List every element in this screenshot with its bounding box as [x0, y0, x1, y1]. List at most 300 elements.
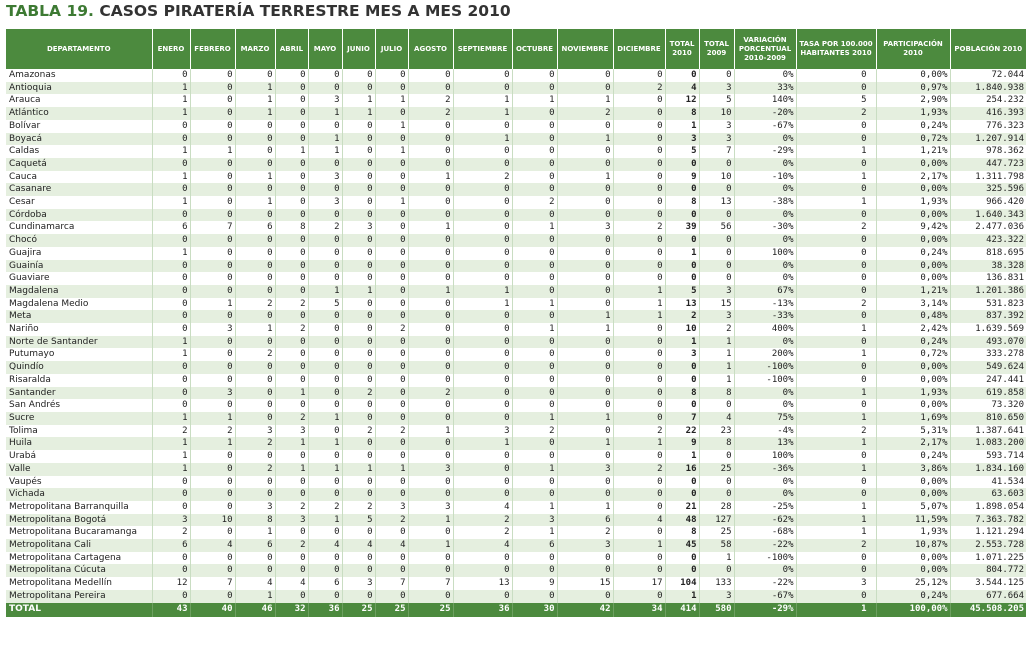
column-header: MARZO: [235, 29, 275, 69]
table-cell: 0: [152, 285, 190, 298]
table-cell: 1: [796, 145, 876, 158]
table-cell: 0: [342, 120, 375, 133]
table-cell: 0: [275, 247, 308, 260]
total-cell: 414: [665, 603, 699, 617]
column-header: VARIACIÓN PORCENTUAL 2010-2009: [734, 29, 796, 69]
table-cell: 0: [613, 526, 665, 539]
table-row: [6, 234, 1026, 247]
table-cell: 254.232: [950, 94, 1026, 107]
department-name: Boyacá: [6, 133, 152, 146]
department-name: Metropolitana Pereira: [6, 590, 152, 603]
table-cell: 0,00%: [876, 69, 950, 82]
table-row: [6, 183, 1026, 196]
table-cell: -67%: [734, 590, 796, 603]
table-cell: 1: [152, 348, 190, 361]
table-cell: 0: [275, 260, 308, 273]
table-cell: 423.322: [950, 234, 1026, 247]
table-cell: 58: [699, 539, 734, 552]
table-cell: 593.714: [950, 450, 1026, 463]
table-cell: 0: [699, 450, 734, 463]
table-cell: 0: [613, 399, 665, 412]
table-cell: 3: [308, 171, 342, 184]
table-cell: 2: [342, 501, 375, 514]
table-cell: 1: [375, 463, 408, 476]
table-cell: 13%: [734, 437, 796, 450]
table-cell: 1: [235, 526, 275, 539]
table-cell: 0: [408, 158, 453, 171]
department-name: Magdalena Medio: [6, 298, 152, 311]
table-row: [6, 94, 1026, 107]
table-cell: 1: [557, 94, 613, 107]
table-cell: 0: [375, 272, 408, 285]
table-cell: 0: [453, 323, 512, 336]
table-cell: 0: [375, 69, 408, 82]
table-cell: 1: [275, 387, 308, 400]
table-row: [6, 247, 1026, 260]
column-header: MAYO: [308, 29, 342, 69]
table-cell: 0: [275, 552, 308, 565]
table-cell: 1: [152, 107, 190, 120]
table-cell: 38.328: [950, 260, 1026, 273]
table-row: [6, 476, 1026, 489]
table-cell: 0: [557, 361, 613, 374]
table-cell: 0: [308, 450, 342, 463]
table-cell: 13: [453, 577, 512, 590]
total-cell: 36: [453, 603, 512, 617]
table-cell: 8: [665, 107, 699, 120]
table-cell: 0: [453, 488, 512, 501]
table-cell: 0: [796, 158, 876, 171]
table-cell: 0: [557, 590, 613, 603]
table-cell: 0: [342, 247, 375, 260]
table-cell: 6: [512, 539, 557, 552]
table-cell: 3: [665, 133, 699, 146]
table-cell: 0: [152, 564, 190, 577]
table-cell: 0: [453, 374, 512, 387]
table-cell: 2: [613, 82, 665, 95]
table-row: [6, 336, 1026, 349]
table-row: [6, 361, 1026, 374]
table-cell: 0,24%: [876, 247, 950, 260]
table-cell: 0: [235, 260, 275, 273]
table-cell: 0: [512, 260, 557, 273]
table-cell: 0: [342, 69, 375, 82]
table-cell: 0: [308, 526, 342, 539]
table-cell: 13: [665, 298, 699, 311]
table-cell: 0: [453, 82, 512, 95]
column-header: TOTAL 2009: [699, 29, 734, 69]
table-cell: 2: [613, 463, 665, 476]
table-cell: 12: [152, 577, 190, 590]
table-cell: 1: [512, 412, 557, 425]
table-cell: 2: [275, 501, 308, 514]
table-cell: 0: [408, 412, 453, 425]
table-cell: 10: [699, 107, 734, 120]
total-cell: 1: [796, 603, 876, 617]
table-cell: 0: [342, 526, 375, 539]
table-cell: 0,00%: [876, 272, 950, 285]
table-cell: 0: [557, 209, 613, 222]
table-cell: 0: [408, 374, 453, 387]
table-cell: 1: [152, 82, 190, 95]
total-cell: 30: [512, 603, 557, 617]
table-cell: 3: [699, 120, 734, 133]
table-cell: 9: [512, 577, 557, 590]
table-cell: 45: [665, 539, 699, 552]
table-cell: 0: [699, 260, 734, 273]
table-cell: 3: [408, 463, 453, 476]
department-name: Amazonas: [6, 69, 152, 82]
table-cell: 0: [235, 120, 275, 133]
column-header: DEPARTAMENTO: [6, 29, 152, 69]
table-title: [6, 0, 511, 22]
table-cell: 0: [235, 158, 275, 171]
table-cell: 0: [408, 399, 453, 412]
table-cell: 0: [453, 196, 512, 209]
table-cell: 1.840.938: [950, 82, 1026, 95]
table-cell: 0,24%: [876, 590, 950, 603]
table-cell: 0: [235, 412, 275, 425]
table-cell: 1: [190, 437, 235, 450]
table-cell: 0%: [734, 399, 796, 412]
table-cell: 0: [453, 272, 512, 285]
table-cell: 6: [235, 221, 275, 234]
column-header: JUNIO: [342, 29, 375, 69]
table-cell: 1: [308, 463, 342, 476]
table-row: [6, 158, 1026, 171]
table-row: [6, 412, 1026, 425]
table-cell: 1: [557, 501, 613, 514]
table-cell: 3: [408, 501, 453, 514]
table-cell: 0: [408, 526, 453, 539]
table-cell: 0: [275, 183, 308, 196]
total-cell: 45.508.205: [950, 603, 1026, 617]
table-cell: 3: [665, 348, 699, 361]
table-cell: 2,17%: [876, 437, 950, 450]
table-cell: 1.121.294: [950, 526, 1026, 539]
department-name: Vichada: [6, 488, 152, 501]
table-cell: 0: [235, 145, 275, 158]
table-cell: 0: [512, 120, 557, 133]
table-cell: 0: [408, 564, 453, 577]
table-cell: -10%: [734, 171, 796, 184]
department-name: Cesar: [6, 196, 152, 209]
table-cell: 5: [796, 94, 876, 107]
table-cell: 0: [342, 196, 375, 209]
table-cell: -22%: [734, 539, 796, 552]
table-cell: 0: [275, 133, 308, 146]
table-cell: 0: [235, 399, 275, 412]
table-cell: 5: [665, 145, 699, 158]
table-cell: -33%: [734, 310, 796, 323]
table-cell: 0: [665, 488, 699, 501]
table-cell: 0: [342, 82, 375, 95]
table-cell: 0: [275, 196, 308, 209]
table-cell: 133: [699, 577, 734, 590]
table-cell: 8: [275, 221, 308, 234]
table-cell: 1: [557, 323, 613, 336]
table-cell: 1: [512, 501, 557, 514]
table-cell: 8: [665, 196, 699, 209]
table-cell: 136.831: [950, 272, 1026, 285]
table-cell: 7: [190, 221, 235, 234]
table-cell: 0: [613, 107, 665, 120]
total-cell: 46: [235, 603, 275, 617]
table-cell: 0%: [734, 272, 796, 285]
table-cell: 2,42%: [876, 323, 950, 336]
table-cell: 0: [453, 158, 512, 171]
table-cell: 0: [512, 69, 557, 82]
table-cell: 0: [796, 183, 876, 196]
table-cell: 0: [613, 590, 665, 603]
table-cell: 0: [375, 552, 408, 565]
table-cell: 1: [235, 82, 275, 95]
table-cell: 1,21%: [876, 145, 950, 158]
table-cell: 0: [796, 69, 876, 82]
table-cell: 0: [308, 120, 342, 133]
table-cell: 1: [557, 310, 613, 323]
table-cell: 0: [408, 133, 453, 146]
table-cell: 2: [453, 526, 512, 539]
table-cell: 0: [613, 272, 665, 285]
table-row: [6, 209, 1026, 222]
table-cell: 1: [235, 94, 275, 107]
table-cell: 48: [665, 514, 699, 527]
column-header: DICIEMBRE: [613, 29, 665, 69]
table-cell: 1: [308, 107, 342, 120]
header-row: [6, 29, 1026, 69]
table-cell: 0: [613, 552, 665, 565]
table-row: [6, 133, 1026, 146]
table-cell: 0%: [734, 564, 796, 577]
table-cell: 0: [512, 399, 557, 412]
table-cell: 1,69%: [876, 412, 950, 425]
table-cell: 0: [235, 552, 275, 565]
table-cell: 0: [190, 374, 235, 387]
table-cell: 2: [557, 107, 613, 120]
table-cell: 0: [557, 183, 613, 196]
table-cell: 1: [796, 323, 876, 336]
table-cell: 7: [408, 577, 453, 590]
table-cell: 0: [275, 272, 308, 285]
table-cell: 0: [613, 120, 665, 133]
table-cell: 0: [408, 437, 453, 450]
table-cell: 0: [557, 488, 613, 501]
table-cell: 9: [665, 437, 699, 450]
table-body: [6, 69, 1026, 603]
table-cell: 4: [190, 539, 235, 552]
table-cell: 1: [152, 412, 190, 425]
table-cell: 0: [453, 552, 512, 565]
table-cell: 0%: [734, 158, 796, 171]
table-cell: 0: [152, 476, 190, 489]
table-cell: 0: [275, 590, 308, 603]
table-row: [6, 539, 1026, 552]
table-cell: 0: [375, 234, 408, 247]
table-cell: 5: [665, 285, 699, 298]
table-cell: 2: [342, 425, 375, 438]
table-cell: 9,42%: [876, 221, 950, 234]
table-cell: 0: [557, 247, 613, 260]
table-cell: 0: [613, 348, 665, 361]
table-cell: 1: [796, 526, 876, 539]
table-cell: 0: [342, 488, 375, 501]
table-row: [6, 82, 1026, 95]
table-cell: 0: [665, 374, 699, 387]
table-cell: 0%: [734, 260, 796, 273]
table-cell: 2: [375, 323, 408, 336]
table-cell: 0: [190, 348, 235, 361]
department-name: Atlántico: [6, 107, 152, 120]
table-cell: 0: [665, 183, 699, 196]
table-cell: 0: [512, 348, 557, 361]
table-cell: 0: [342, 158, 375, 171]
table-cell: 0,72%: [876, 348, 950, 361]
table-cell: 3: [152, 514, 190, 527]
table-cell: 1: [512, 94, 557, 107]
table-row: [6, 221, 1026, 234]
table-cell: 0: [275, 69, 308, 82]
table-cell: 1: [557, 437, 613, 450]
table-cell: 0: [613, 183, 665, 196]
table-cell: 1: [699, 374, 734, 387]
table-cell: 0: [235, 234, 275, 247]
table-cell: -20%: [734, 107, 796, 120]
table-cell: 0: [152, 552, 190, 565]
department-name: Valle: [6, 463, 152, 476]
table-cell: 0: [699, 158, 734, 171]
table-cell: 1,93%: [876, 526, 950, 539]
table-cell: 4: [342, 539, 375, 552]
department-name: Guaviare: [6, 272, 152, 285]
table-cell: -100%: [734, 552, 796, 565]
table-cell: 0%: [734, 387, 796, 400]
table-cell: 2: [275, 539, 308, 552]
table-cell: 1: [342, 107, 375, 120]
table-cell: 2: [613, 221, 665, 234]
table-cell: 75%: [734, 412, 796, 425]
table-cell: 0: [152, 133, 190, 146]
table-cell: 0: [408, 298, 453, 311]
table-cell: 1: [152, 437, 190, 450]
table-row: [6, 272, 1026, 285]
total-cell: 25: [408, 603, 453, 617]
table-cell: 0: [613, 323, 665, 336]
table-cell: 1: [796, 463, 876, 476]
table-cell: 0: [557, 260, 613, 273]
table-cell: 0: [796, 120, 876, 133]
table-cell: 39: [665, 221, 699, 234]
table-cell: 0: [342, 183, 375, 196]
table-cell: 810.650: [950, 412, 1026, 425]
table-cell: 4: [665, 82, 699, 95]
column-header: ENERO: [152, 29, 190, 69]
table-cell: 0: [557, 564, 613, 577]
column-header: JULIO: [375, 29, 408, 69]
table-cell: 0: [453, 450, 512, 463]
table-cell: 8: [699, 437, 734, 450]
table-cell: -67%: [734, 120, 796, 133]
table-cell: 0: [375, 133, 408, 146]
table-cell: 0: [699, 272, 734, 285]
table-cell: 0: [512, 145, 557, 158]
table-cell: -29%: [734, 145, 796, 158]
table-cell: 2: [275, 323, 308, 336]
table-cell: 0: [453, 399, 512, 412]
table-cell: 0: [796, 260, 876, 273]
table-cell: 1: [375, 196, 408, 209]
table-row: [6, 298, 1026, 311]
table-cell: 0: [453, 336, 512, 349]
table-cell: 0: [275, 336, 308, 349]
table-cell: 1: [665, 450, 699, 463]
table-cell: 0,24%: [876, 336, 950, 349]
department-name: Meta: [6, 310, 152, 323]
table-cell: 1,93%: [876, 107, 950, 120]
table-cell: 0: [512, 209, 557, 222]
table-cell: 1: [613, 285, 665, 298]
table-cell: 3: [375, 501, 408, 514]
table-cell: 0: [512, 171, 557, 184]
table-cell: 1: [342, 463, 375, 476]
table-row: [6, 514, 1026, 527]
table-cell: 1: [512, 526, 557, 539]
table-row: [6, 564, 1026, 577]
table-cell: 966.420: [950, 196, 1026, 209]
table-cell: 72.044: [950, 69, 1026, 82]
table-cell: 0: [557, 374, 613, 387]
total-label: TOTAL: [6, 603, 152, 617]
department-name: Antioquia: [6, 82, 152, 95]
table-cell: 22: [665, 425, 699, 438]
table-row: [6, 577, 1026, 590]
table-cell: 0: [235, 209, 275, 222]
table-cell: 4: [699, 412, 734, 425]
table-cell: 0: [665, 361, 699, 374]
table-cell: 0: [275, 285, 308, 298]
table-row: [6, 145, 1026, 158]
table-cell: 0: [557, 425, 613, 438]
table-cell: 1: [699, 336, 734, 349]
column-header: SEPTIEMBRE: [453, 29, 512, 69]
table-row: [6, 501, 1026, 514]
department-name: Metropolitana Medellín: [6, 577, 152, 590]
table-number: TABLA 19.: [6, 2, 94, 20]
table-cell: 1: [152, 336, 190, 349]
table-cell: 1: [796, 348, 876, 361]
table-title-text: CASOS PIRATERÍA TERRESTRE MES A MES 2010: [99, 2, 511, 20]
table-cell: 0: [613, 450, 665, 463]
table-cell: 0: [308, 82, 342, 95]
table-cell: 2: [512, 196, 557, 209]
table-cell: 1: [453, 94, 512, 107]
table-cell: 0: [190, 120, 235, 133]
table-cell: 3: [557, 463, 613, 476]
table-cell: 0: [152, 272, 190, 285]
table-cell: 0: [342, 437, 375, 450]
table-cell: 0: [375, 437, 408, 450]
department-name: Vaupés: [6, 476, 152, 489]
table-cell: 2,17%: [876, 171, 950, 184]
table-cell: 0,00%: [876, 361, 950, 374]
table-cell: 0: [453, 260, 512, 273]
table-cell: 0: [796, 476, 876, 489]
table-cell: 0: [796, 133, 876, 146]
table-cell: 0: [190, 272, 235, 285]
table-cell: 2: [453, 514, 512, 527]
table-cell: 1: [557, 133, 613, 146]
table-cell: 0: [275, 310, 308, 323]
